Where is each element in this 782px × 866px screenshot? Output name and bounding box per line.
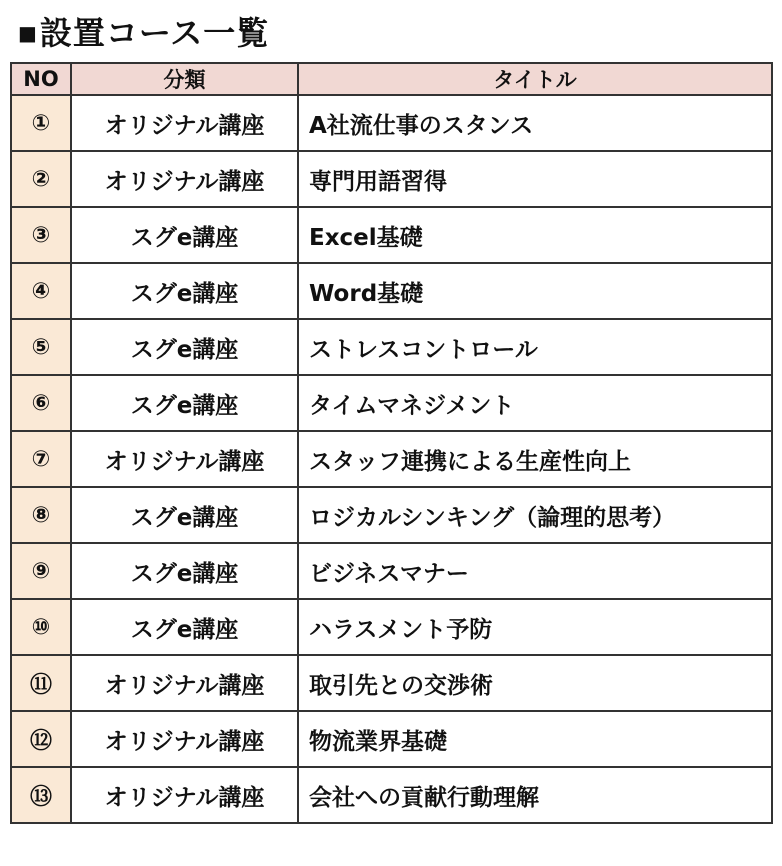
row-title: ストレスコントロール — [298, 319, 772, 375]
row-category: スグe講座 — [71, 207, 298, 263]
row-category: スグe講座 — [71, 263, 298, 319]
title-bullet: ■ — [18, 21, 38, 45]
table-row — [11, 599, 772, 655]
row-title: 会社への貢献行動理解 — [298, 767, 772, 823]
row-category: オリジナル講座 — [71, 711, 298, 767]
row-number: ③ — [11, 207, 71, 263]
header-no: NO — [11, 63, 71, 95]
header-category: 分類 — [71, 63, 298, 95]
header-title: タイトル — [298, 63, 772, 95]
row-category: オリジナル講座 — [71, 767, 298, 823]
row-category: オリジナル講座 — [71, 151, 298, 207]
row-number: ⑥ — [11, 375, 71, 431]
row-number: ⑫ — [11, 711, 71, 767]
table-row — [11, 263, 772, 319]
table-row — [11, 655, 772, 711]
row-category: スグe講座 — [71, 487, 298, 543]
row-category: スグe講座 — [71, 599, 298, 655]
row-category: スグe講座 — [71, 375, 298, 431]
course-table — [10, 62, 773, 824]
row-title: 物流業界基礎 — [298, 711, 772, 767]
row-title: ビジネスマナー — [298, 543, 772, 599]
row-number: ⑦ — [11, 431, 71, 487]
row-title: 専門用語習得 — [298, 151, 772, 207]
page-title-text: 設置コース一覧 — [39, 14, 270, 52]
table-header-row — [11, 63, 772, 95]
row-number: ⑤ — [11, 319, 71, 375]
row-title: ロジカルシンキング（論理的思考） — [298, 487, 772, 543]
row-number: ⑧ — [11, 487, 71, 543]
table-row — [11, 151, 772, 207]
table-row — [11, 543, 772, 599]
row-title: タイムマネジメント — [298, 375, 772, 431]
row-number: ④ — [11, 263, 71, 319]
table-row — [11, 319, 772, 375]
row-number: ① — [11, 95, 71, 151]
row-number: ⑨ — [11, 543, 71, 599]
row-title: Word基礎 — [298, 263, 772, 319]
row-category: スグe講座 — [71, 543, 298, 599]
row-title: Excel基礎 — [298, 207, 772, 263]
row-title: A社流仕事のスタンス — [298, 95, 772, 151]
table-row — [11, 207, 772, 263]
row-number: ② — [11, 151, 71, 207]
row-category: オリジナル講座 — [71, 431, 298, 487]
row-category: スグe講座 — [71, 319, 298, 375]
row-category: オリジナル講座 — [71, 655, 298, 711]
row-title: ハラスメント予防 — [298, 599, 772, 655]
table-row — [11, 375, 772, 431]
table-row — [11, 767, 772, 823]
row-category: オリジナル講座 — [71, 95, 298, 151]
table-row — [11, 711, 772, 767]
row-title: 取引先との交渉術 — [298, 655, 772, 711]
row-number: ⑩ — [11, 599, 71, 655]
page-title — [18, 8, 269, 54]
row-title: スタッフ連携による生産性向上 — [298, 431, 772, 487]
table-row — [11, 487, 772, 543]
table-row — [11, 95, 772, 151]
row-number: ⑪ — [11, 655, 71, 711]
table-row — [11, 431, 772, 487]
row-number: ⑬ — [11, 767, 71, 823]
